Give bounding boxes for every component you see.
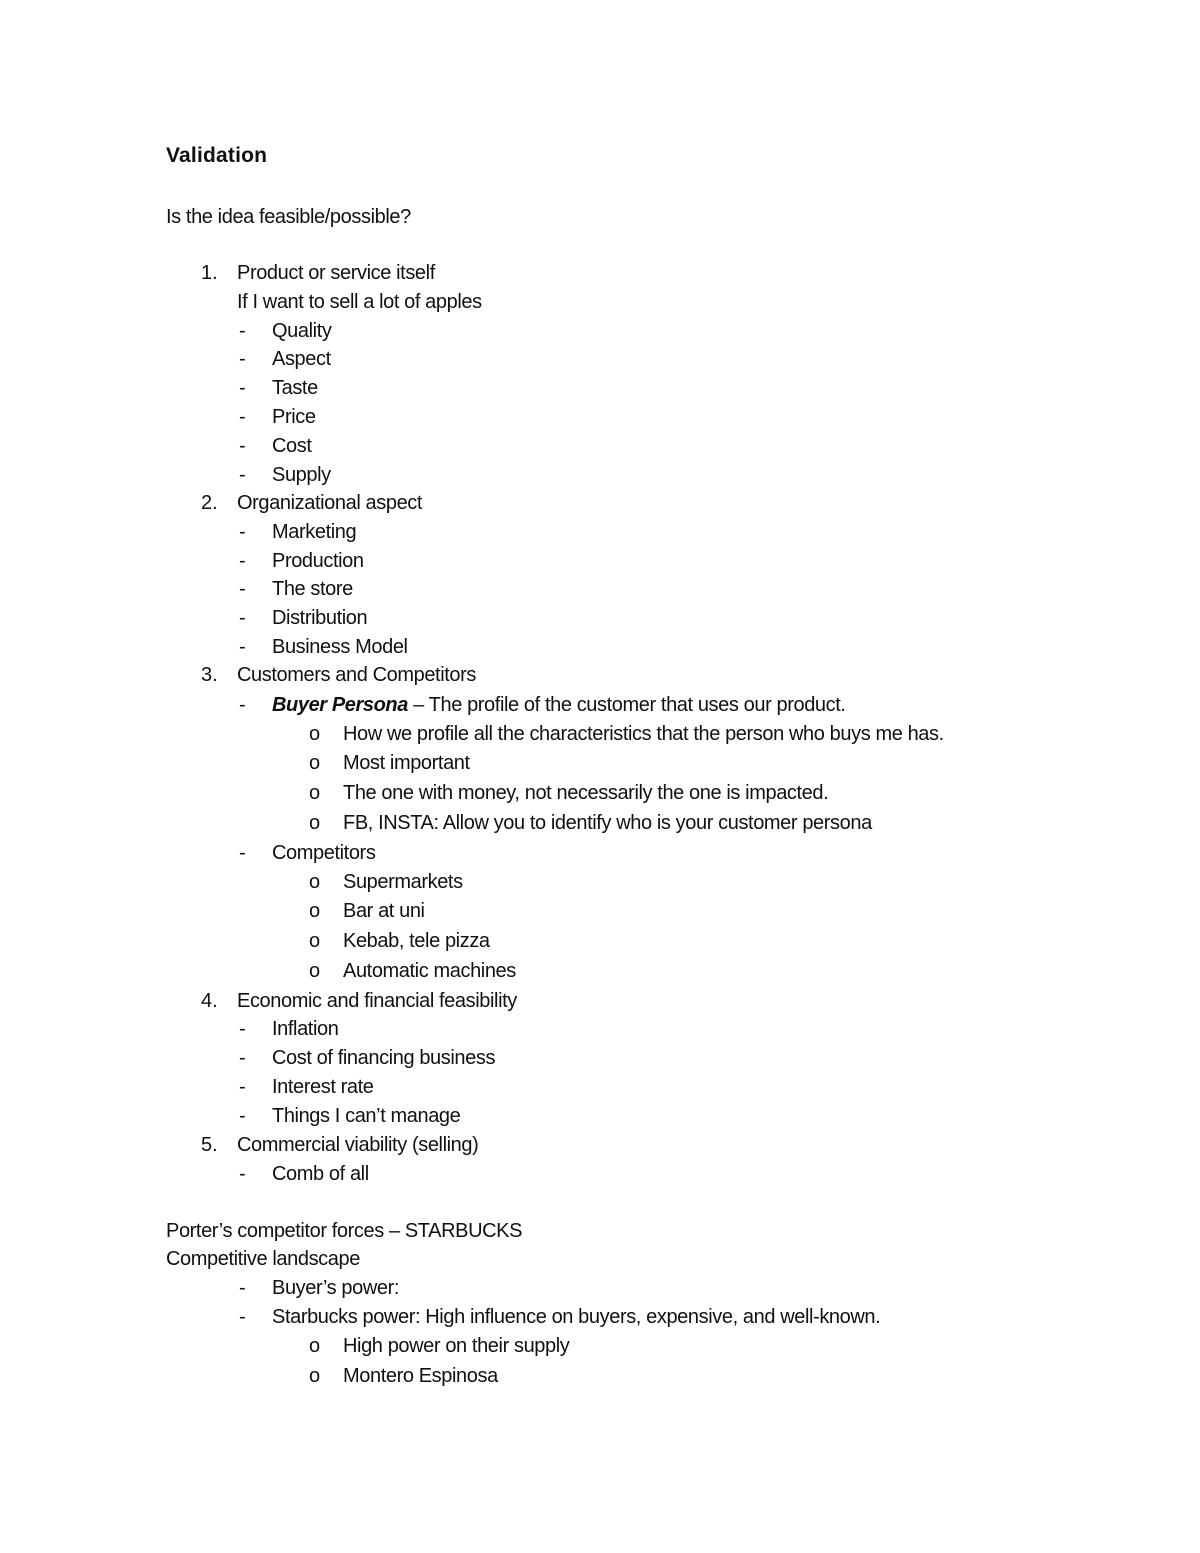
page-title: Validation — [166, 144, 268, 167]
section-number: 5. — [201, 1134, 218, 1156]
list-item: Comb of all — [272, 1163, 369, 1185]
circle-bullet: o — [309, 900, 321, 922]
circle-bullet: o — [309, 782, 321, 804]
buyer-persona-item — [272, 691, 846, 719]
section-number: 2. — [201, 492, 218, 514]
circle-bullet: o — [309, 1335, 321, 1357]
dash-bullet: - — [239, 348, 246, 370]
dash-bullet: - — [239, 1047, 246, 1069]
dash-bullet: - — [239, 1163, 246, 1185]
section-heading: Commercial viability (selling) — [237, 1134, 479, 1156]
list-item: Supply — [272, 464, 331, 486]
dash-bullet: - — [239, 406, 246, 428]
dash-bullet: - — [239, 550, 246, 572]
dash-bullet: - — [239, 578, 246, 600]
sub-list-item: Montero Espinosa — [343, 1365, 498, 1387]
section-heading: Organizational aspect — [237, 492, 423, 514]
list-item: Cost of financing business — [272, 1047, 496, 1069]
dash-bullet: - — [239, 1277, 246, 1299]
sub-list-item: Kebab, tele pizza — [343, 930, 490, 952]
dash-bullet: - — [239, 435, 246, 457]
list-item: Cost — [272, 435, 312, 457]
list-item: Inflation — [272, 1018, 339, 1040]
porter-heading: Porter’s competitor forces – STARBUCKS — [166, 1220, 523, 1242]
section-heading: Product or service itself — [237, 262, 435, 284]
circle-bullet: o — [309, 930, 321, 952]
dash-bullet: - — [239, 1076, 246, 1098]
sub-list-item: Bar at uni — [343, 900, 425, 922]
circle-bullet: o — [309, 752, 321, 774]
list-item: Production — [272, 550, 364, 572]
list-item: Competitors — [272, 842, 376, 864]
dash-bullet: - — [239, 607, 246, 629]
list-item: Marketing — [272, 521, 357, 543]
section-number: 3. — [201, 664, 218, 686]
intro-question: Is the idea feasible/possible? — [166, 206, 411, 228]
dash-bullet: - — [239, 1018, 246, 1040]
list-item: Aspect — [272, 348, 331, 370]
porter-subheading: Competitive landscape — [166, 1248, 360, 1270]
sub-list-item: Most important — [343, 752, 470, 774]
list-item: The store — [272, 578, 353, 600]
list-item: Taste — [272, 377, 318, 399]
sub-list-item: How we profile all the characteristics that the person who buys me has. — [343, 723, 944, 745]
circle-bullet: o — [309, 1365, 321, 1387]
list-item: Business Model — [272, 636, 408, 658]
list-item: Quality — [272, 320, 332, 342]
sub-list-item: High power on their supply — [343, 1335, 570, 1357]
section-heading: Customers and Competitors — [237, 664, 476, 686]
circle-bullet: o — [309, 723, 321, 745]
dash-bullet: - — [239, 464, 246, 486]
dash-bullet: - — [239, 842, 246, 864]
dash-bullet: - — [239, 1105, 246, 1127]
section-subheading: If I want to sell a lot of apples — [237, 291, 482, 313]
list-item: Buyer’s power: — [272, 1277, 400, 1299]
circle-bullet: o — [309, 871, 321, 893]
dash-bullet: - — [239, 1306, 246, 1328]
section-number: 1. — [201, 262, 218, 284]
dash-bullet: - — [239, 377, 246, 399]
sub-list-item: The one with money, not necessarily the one is impacted. — [343, 782, 829, 804]
dash-bullet: - — [239, 636, 246, 658]
sub-list-item: FB, INSTA: Allow you to identify who is your customer persona — [343, 812, 872, 834]
dash-bullet: - — [239, 320, 246, 342]
section-heading: Economic and financial feasibility — [237, 990, 517, 1012]
dash-bullet: - — [239, 521, 246, 543]
list-item: Distribution — [272, 607, 368, 629]
sub-list-item: Supermarkets — [343, 871, 463, 893]
dash-bullet: - — [239, 694, 246, 716]
list-item: Price — [272, 406, 316, 428]
sub-list-item: Automatic machines — [343, 960, 516, 982]
list-item: Starbucks power: High influence on buyers, expensive, and well-known. — [272, 1306, 881, 1328]
buyer-persona-term: Buyer Persona — [272, 694, 408, 716]
circle-bullet: o — [309, 812, 321, 834]
list-item: Interest rate — [272, 1076, 374, 1098]
section-number: 4. — [201, 990, 218, 1012]
circle-bullet: o — [309, 960, 321, 982]
buyer-persona-definition: – The profile of the customer that uses our product. — [407, 694, 846, 716]
list-item: Things I can’t manage — [272, 1105, 461, 1127]
